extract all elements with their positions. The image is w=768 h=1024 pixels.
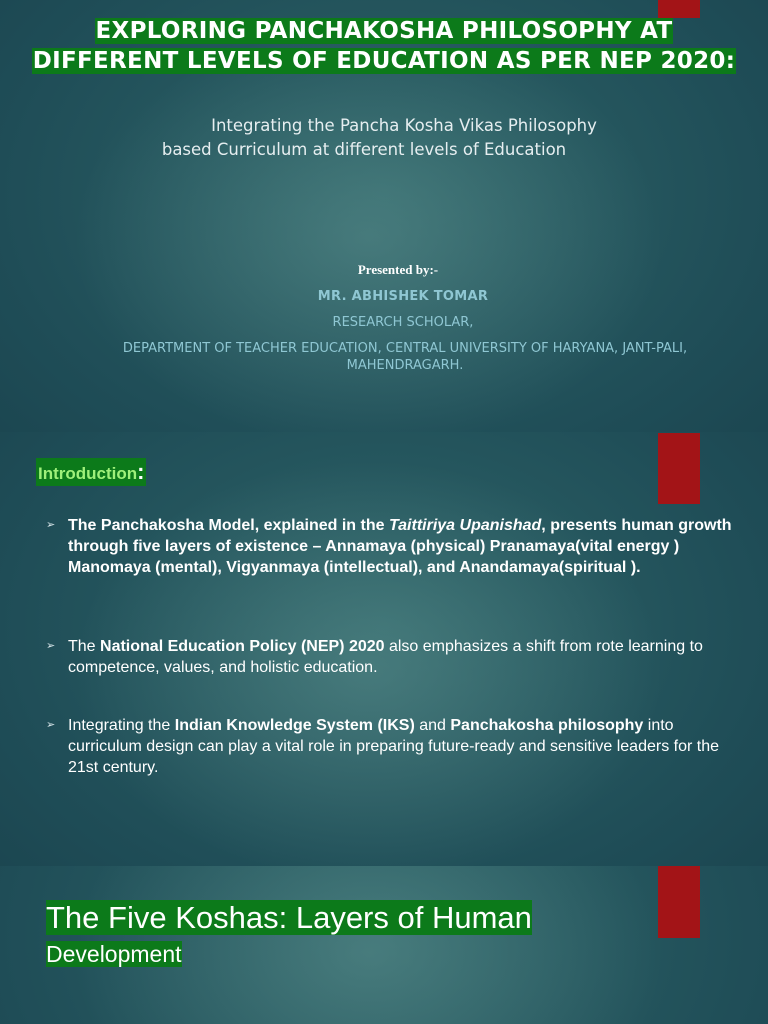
- subtitle-line-1: Integrating the Pancha Kosha Vikas Philosophy: [211, 116, 597, 135]
- heading-colon: :: [137, 459, 145, 484]
- title-slide: [0, 0, 768, 432]
- bullet-1-text: The Panchakosha Model, explained in the Taittiriya Upanishad, presents human growth through five layers of existence – Annamaya (physical) Pranamaya(vital energy ) Manomaya (mental), Vigyanmaya (intellectual), and Anandamaya(spiritual ).: [68, 517, 732, 576]
- presenter-role: RESEARCH SCHOLAR,: [332, 315, 474, 330]
- intro-bullet-2: [46, 636, 746, 678]
- intro-bullet-1: [46, 515, 746, 578]
- introduction-heading: [36, 458, 146, 486]
- arrowhead-bullet-icon: ➢: [46, 640, 56, 652]
- presentation-title: EXPLORING PANCHAKOSHA PHILOSOPHY AT DIFFERENT LEVELS OF EDUCATION AS PER NEP 2020:: [32, 18, 736, 74]
- five-koshas-title-line-2: Development: [46, 941, 182, 967]
- subtitle-line-2: based Curriculum at different levels of Education: [161, 140, 567, 159]
- presenter-department: DEPARTMENT OF TEACHER EDUCATION, CENTRAL UNIVERSITY OF HARYANA, JANT-PALI, MAHENDRAGARH.: [122, 341, 688, 373]
- intro-bullet-3: [46, 715, 746, 778]
- arrowhead-bullet-icon: ➢: [46, 519, 56, 531]
- red-accent-bar: [658, 866, 700, 938]
- introduction-heading-text: Introduction: [38, 464, 138, 483]
- five-koshas-slide: [0, 866, 768, 1024]
- presenter-name: MR. ABHISHEK TOMAR: [317, 289, 489, 304]
- bullet-3-text: Integrating the Indian Knowledge System (IKS) and Panchakosha philosophy into curriculum design can play a vital role in preparing future-ready and sensitive leaders for the 21st century.: [68, 717, 720, 776]
- bullet-2-text: The National Education Policy (NEP) 2020 also emphasizes a shift from rote learning to competence, values, and holistic education.: [68, 638, 703, 676]
- introduction-slide: [0, 432, 768, 866]
- presentation-subtitle: [60, 114, 708, 162]
- arrowhead-bullet-icon: ➢: [46, 719, 56, 731]
- five-koshas-title: The Five Koshas: Layers of Human: [46, 900, 532, 935]
- red-accent-bar: [658, 433, 700, 504]
- presented-by-label: Presented by:-: [357, 262, 439, 277]
